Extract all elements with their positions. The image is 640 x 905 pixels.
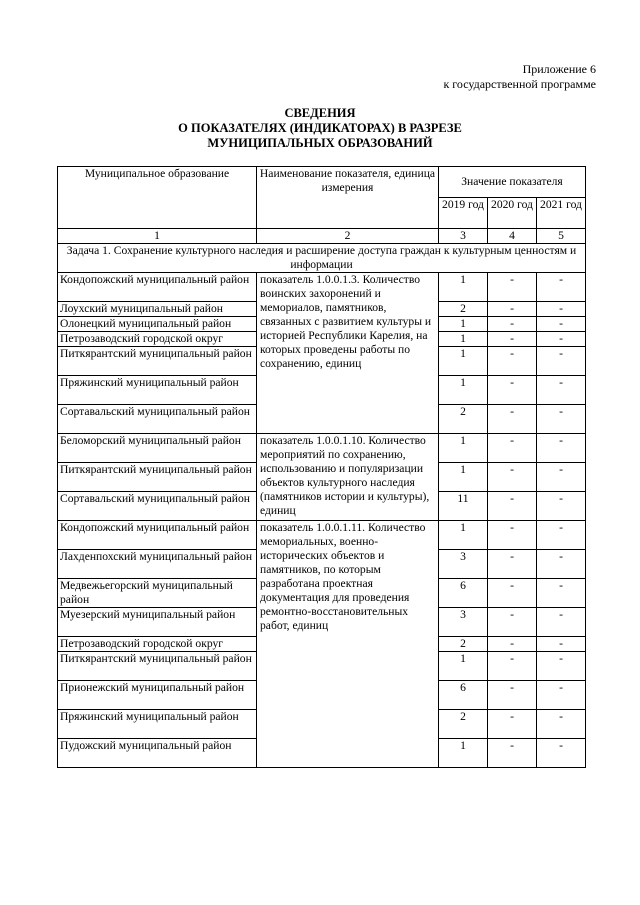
value-2019-cell: 1: [439, 739, 488, 768]
indicator-cell: показатель 1.0.0.1.3. Количество воинских захоронений и мемориалов, памятников, связанных с развитием культуры и историей Республики Карелия, на которых проведены работы по сохранению, единиц: [257, 273, 439, 434]
value-2019-cell: 1: [439, 347, 488, 376]
header-value: Значение показателя: [439, 167, 586, 198]
municipality-cell: Петрозаводский городской округ: [58, 637, 257, 652]
column-number: 3: [439, 229, 488, 244]
header-indicator: Наименование показателя, единица измерения: [257, 167, 439, 229]
municipality-cell: Муезерский муниципальный район: [58, 608, 257, 637]
value-2020-cell: -: [488, 405, 537, 434]
title-line-1: СВЕДЕНИЯ: [284, 106, 356, 120]
value-2021-cell: -: [537, 405, 586, 434]
value-2020-cell: -: [488, 434, 537, 463]
value-2021-cell: -: [537, 739, 586, 768]
value-2021-cell: -: [537, 550, 586, 579]
column-number: 2: [257, 229, 439, 244]
municipality-cell: Сортавальский муниципальный район: [58, 492, 257, 521]
task-title: Задача 1. Сохранение культурного наследия и расширение доступа граждан к культурным ценностям и информации: [58, 244, 586, 273]
value-2020-cell: -: [488, 317, 537, 332]
value-2020-cell: -: [488, 521, 537, 550]
header-municipality: Муниципальное образование: [58, 167, 257, 229]
value-2019-cell: 1: [439, 317, 488, 332]
appendix-note: [443, 62, 596, 92]
value-2020-cell: -: [488, 273, 537, 302]
value-2021-cell: -: [537, 273, 586, 302]
value-2021-cell: -: [537, 376, 586, 405]
indicator-cell: показатель 1.0.0.1.10. Количество мероприятий по сохранению, использованию и популяризации объектов культурного наследия (памятников истории и культуры), единиц: [257, 434, 439, 521]
header-row: [58, 167, 586, 198]
value-2021-cell: -: [537, 463, 586, 492]
value-2019-cell: 1: [439, 434, 488, 463]
value-2021-cell: -: [537, 347, 586, 376]
value-2019-cell: 6: [439, 681, 488, 710]
value-2019-cell: 1: [439, 521, 488, 550]
indicators-table-body: [58, 167, 586, 768]
header-year-2020: 2020 год: [488, 198, 537, 229]
header-year-2019: 2019 год: [439, 198, 488, 229]
municipality-cell: Медвежьегорский муниципальный район: [58, 579, 257, 608]
value-2021-cell: -: [537, 302, 586, 317]
value-2019-cell: 2: [439, 710, 488, 739]
value-2021-cell: -: [537, 317, 586, 332]
municipality-cell: Лоухский муниципальный район: [58, 302, 257, 317]
municipality-cell: Пряжинский муниципальный район: [58, 710, 257, 739]
municipality-cell: Беломорский муниципальный район: [58, 434, 257, 463]
value-2020-cell: -: [488, 739, 537, 768]
column-number: 4: [488, 229, 537, 244]
value-2021-cell: -: [537, 710, 586, 739]
value-2020-cell: -: [488, 463, 537, 492]
value-2020-cell: -: [488, 579, 537, 608]
value-2021-cell: -: [537, 681, 586, 710]
municipality-cell: Кондопожский муниципальный район: [58, 521, 257, 550]
column-number: 1: [58, 229, 257, 244]
municipality-cell: Пряжинский муниципальный район: [58, 376, 257, 405]
value-2020-cell: -: [488, 710, 537, 739]
value-2021-cell: -: [537, 608, 586, 637]
column-number: 5: [537, 229, 586, 244]
municipality-cell: Петрозаводский городской округ: [58, 332, 257, 347]
value-2020-cell: -: [488, 652, 537, 681]
value-2020-cell: -: [488, 302, 537, 317]
document-title: [0, 106, 640, 151]
value-2019-cell: 1: [439, 652, 488, 681]
value-2020-cell: -: [488, 608, 537, 637]
municipality-cell: Питкярантский муниципальный район: [58, 652, 257, 681]
indicator-cell: показатель 1.0.0.1.11. Количество мемориальных, военно-исторических объектов и памятников, по которым разработана проектная документация для проведения ремонтно-восстановительных работ, единиц: [257, 521, 439, 768]
value-2020-cell: -: [488, 492, 537, 521]
task-row: [58, 244, 586, 273]
value-2020-cell: -: [488, 376, 537, 405]
value-2021-cell: -: [537, 652, 586, 681]
value-2020-cell: -: [488, 347, 537, 376]
column-number-row: [58, 229, 586, 244]
indicators-table: [57, 166, 586, 768]
header-year-2021: 2021 год: [537, 198, 586, 229]
municipality-cell: Питкярантский муниципальный район: [58, 347, 257, 376]
municipality-cell: Сортавальский муниципальный район: [58, 405, 257, 434]
value-2021-cell: -: [537, 579, 586, 608]
table-row: [58, 434, 586, 463]
value-2019-cell: 3: [439, 608, 488, 637]
municipality-cell: Лахденпохский муниципальный район: [58, 550, 257, 579]
appendix-line-1: Приложение 6: [522, 62, 596, 76]
value-2019-cell: 2: [439, 302, 488, 317]
value-2021-cell: -: [537, 434, 586, 463]
municipality-cell: Олонецкий муниципальный район: [58, 317, 257, 332]
value-2021-cell: -: [537, 492, 586, 521]
title-line-2: О ПОКАЗАТЕЛЯХ (ИНДИКАТОРАХ) В РАЗРЕЗЕ: [178, 121, 462, 135]
table-row: [58, 273, 586, 302]
value-2021-cell: -: [537, 332, 586, 347]
value-2021-cell: -: [537, 521, 586, 550]
value-2019-cell: 3: [439, 550, 488, 579]
value-2019-cell: 2: [439, 637, 488, 652]
value-2019-cell: 1: [439, 332, 488, 347]
value-2020-cell: -: [488, 681, 537, 710]
value-2020-cell: -: [488, 332, 537, 347]
appendix-line-2: к государственной программе: [443, 77, 596, 91]
municipality-cell: Кондопожский муниципальный район: [58, 273, 257, 302]
value-2019-cell: 1: [439, 273, 488, 302]
value-2019-cell: 1: [439, 376, 488, 405]
municipality-cell: Питкярантский муниципальный район: [58, 463, 257, 492]
value-2020-cell: -: [488, 550, 537, 579]
value-2019-cell: 11: [439, 492, 488, 521]
value-2020-cell: -: [488, 637, 537, 652]
value-2021-cell: -: [537, 637, 586, 652]
value-2019-cell: 6: [439, 579, 488, 608]
municipality-cell: Прионежский муниципальный район: [58, 681, 257, 710]
title-line-3: МУНИЦИПАЛЬНЫХ ОБРАЗОВАНИЙ: [207, 136, 433, 150]
value-2019-cell: 1: [439, 463, 488, 492]
table-row: [58, 521, 586, 550]
value-2019-cell: 2: [439, 405, 488, 434]
municipality-cell: Пудожский муниципальный район: [58, 739, 257, 768]
